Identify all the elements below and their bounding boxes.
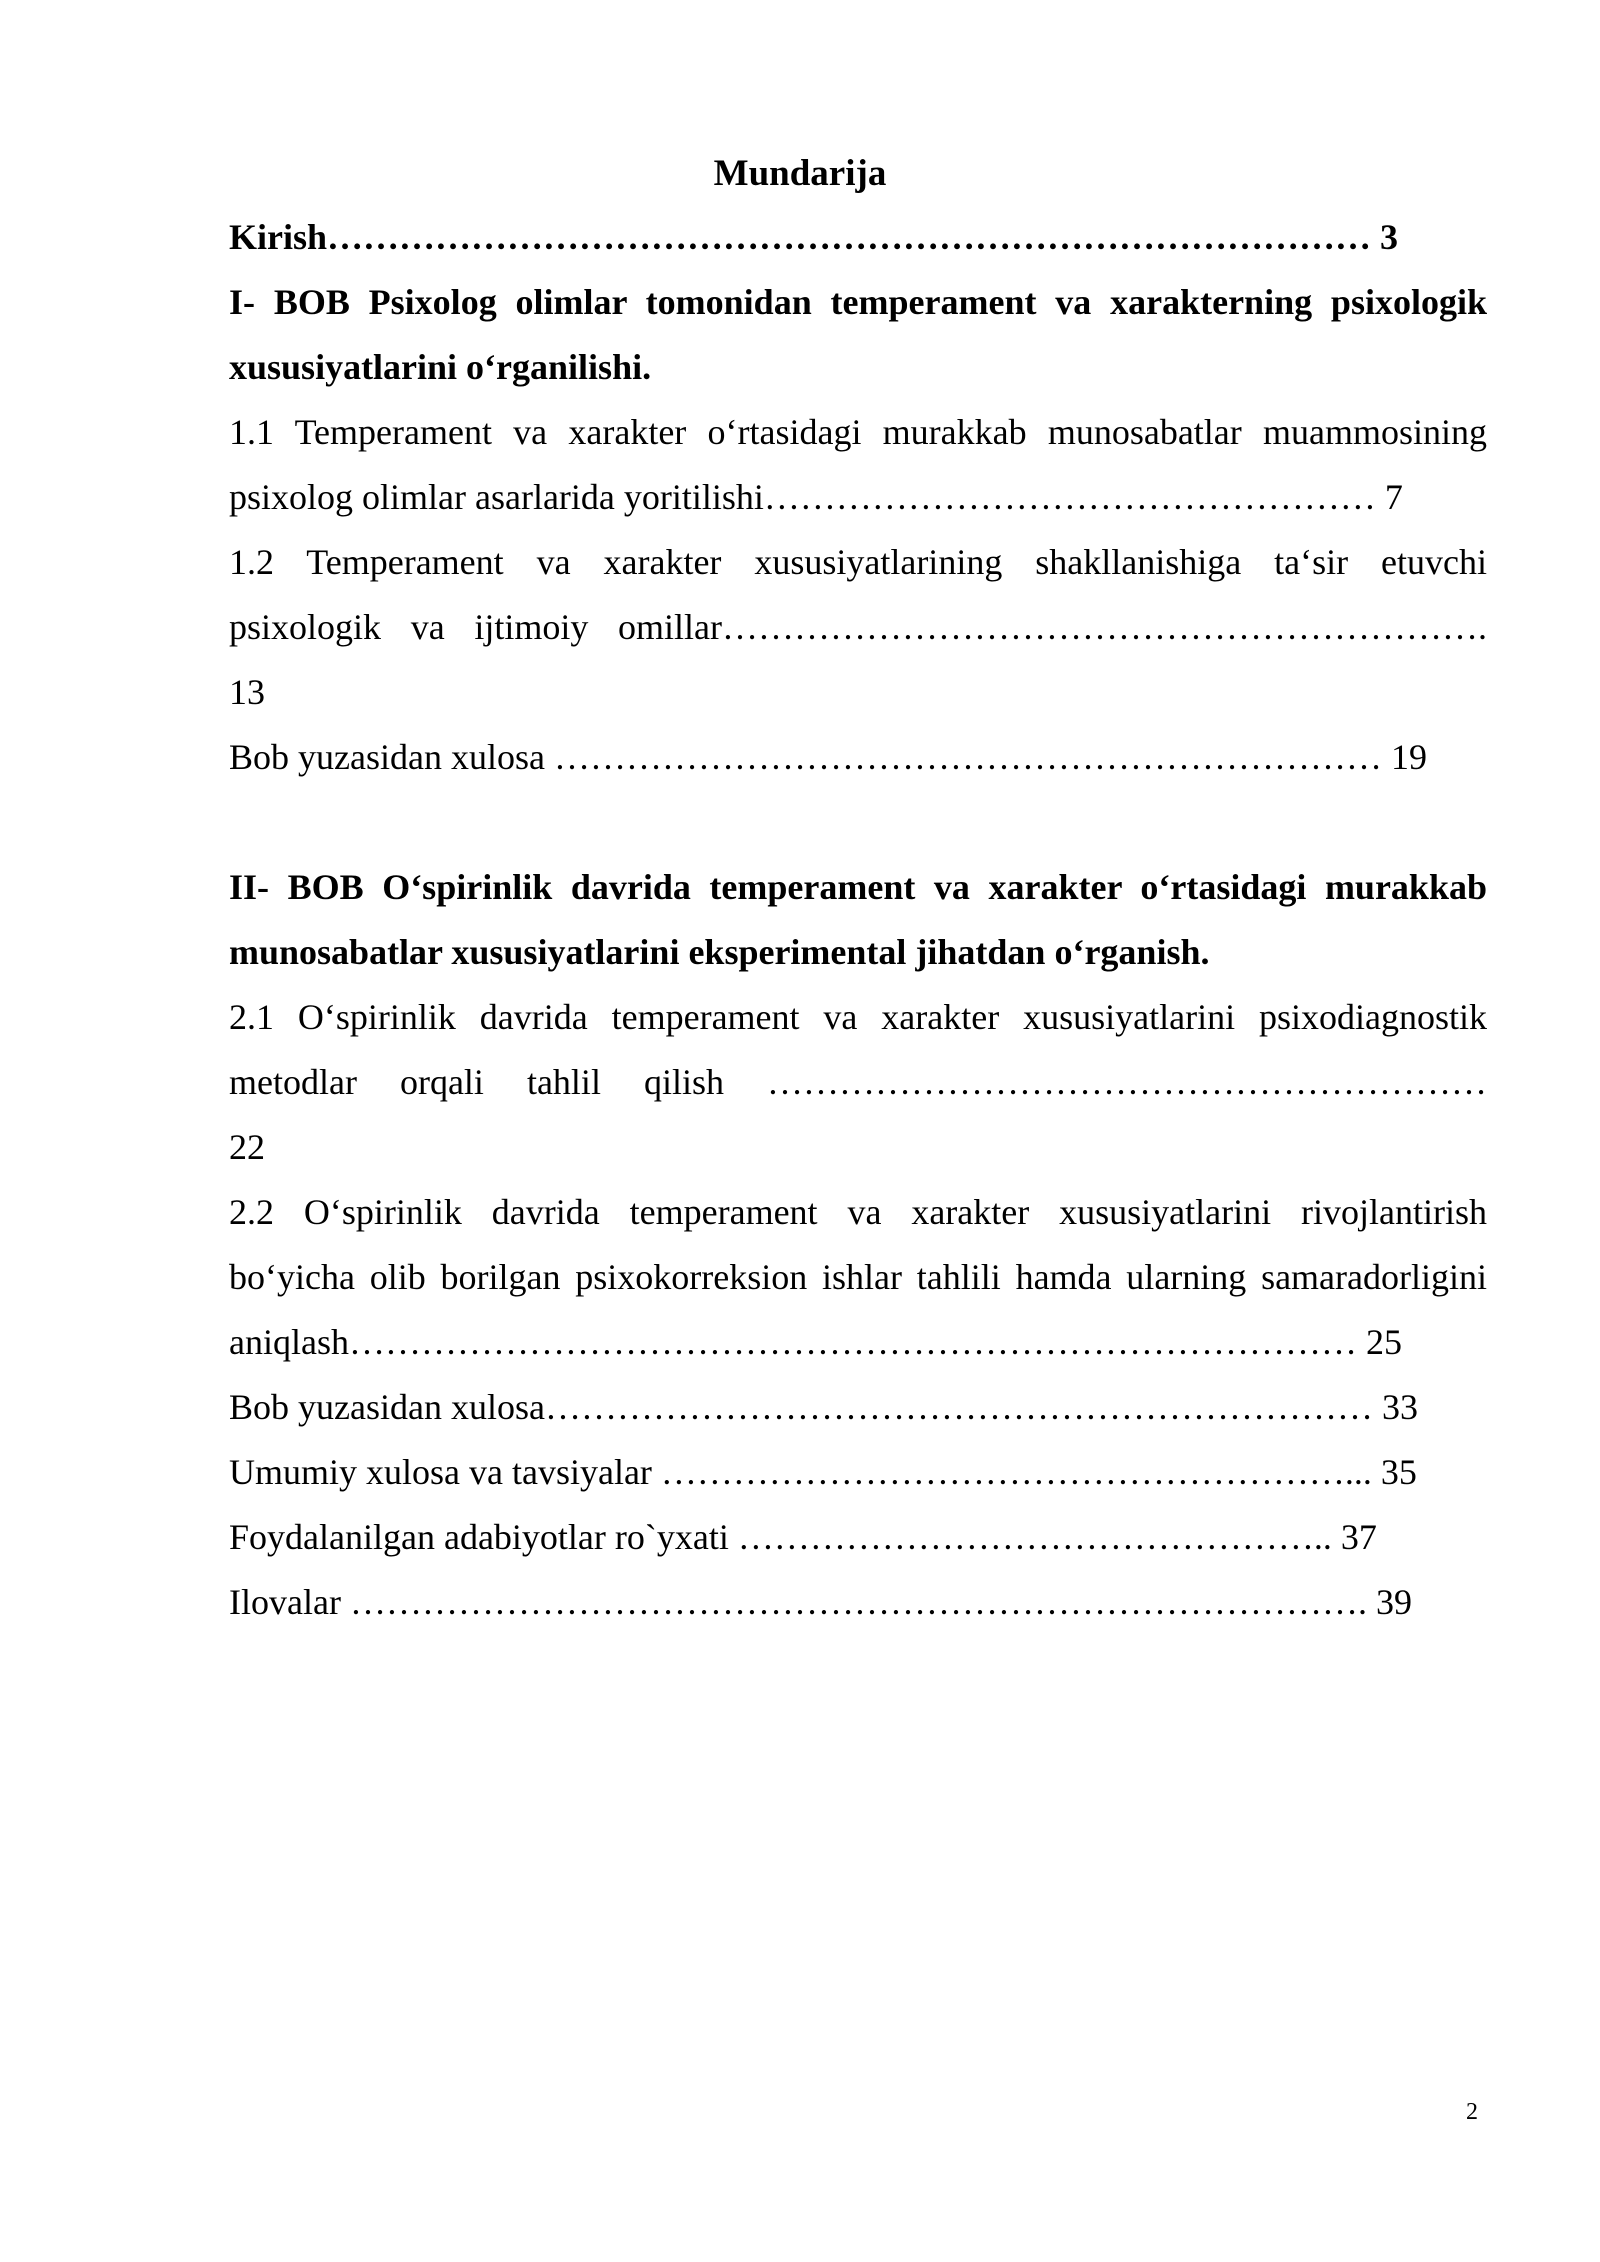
page-title: Mundarija [713,153,887,194]
toc-section-1-1-line1[interactable]: 1.1 Temperament va xarakter o‘rtasidagi murakkab munosabatlar muammosining [229,412,1487,452]
toc-section-2-2-line3[interactable]: aniqlash………………………………………………………………………… 25 [229,1322,1402,1362]
toc-section-2-2-line1[interactable]: 2.2 O‘spirinlik davrida temperament va xarakter xususiyatlarini rivojlantirish [229,1192,1487,1232]
toc-chapter2-heading-line2[interactable]: munosabatlar xususiyatlarini eksperimental jihatdan o‘rganish. [229,932,1210,972]
toc-chapter1-heading-line1[interactable]: I- BOB Psixolog olimlar tomonidan temperament va xarakterning psixologik [229,282,1487,322]
toc-bibliography[interactable]: Foydalanilgan adabiyotlar ro`yxati ………………………………………….. 37 [229,1517,1377,1557]
toc-section-2-1-page[interactable]: 22 [229,1127,265,1167]
toc-section-2-1-line1[interactable]: 2.1 O‘spirinlik davrida temperament va xarakter xususiyatlarini psixodiagnostik [229,997,1487,1037]
toc-entry-kirish[interactable]: Kirish…………………………………………………………………………… 3 [229,217,1399,257]
toc-appendix[interactable]: Ilovalar …………………………………………………………………………. 39 [229,1582,1412,1622]
page-number: 2 [1466,2099,1478,2125]
toc-chapter2-summary[interactable]: Bob yuzasidan xulosa…………………………………………………………… 33 [229,1387,1418,1427]
toc-chapter2-heading-line1[interactable]: II- BOB O‘spirinlik davrida temperament va xarakter o‘rtasidagi murakkab [229,867,1487,907]
toc-section-2-1-line2[interactable]: metodlar orqali tahlil qilish …………………………………………………… [229,1062,1487,1102]
toc-section-2-2-line2[interactable]: bo‘yicha olib borilgan psixokorreksion ishlar tahlili hamda ularning samaradorligini [229,1257,1487,1297]
toc-chapter1-heading-line2[interactable]: xususiyatlarini o‘rganilishi. [229,347,652,387]
toc-section-1-2-page[interactable]: 13 [229,672,265,712]
toc-section-1-1-line2[interactable]: psixolog olimlar asarlarida yoritilishi…………………………………………… 7 [229,477,1403,517]
toc-section-1-2-line2[interactable]: psixologik va ijtimoiy omillar………………………………………………………. [229,607,1487,647]
toc-section-1-2-line1[interactable]: 1.2 Temperament va xarakter xususiyatlarining shakllanishiga ta‘sir etuvchi [229,542,1487,582]
toc-conclusion[interactable]: Umumiy xulosa va tavsiyalar …………………………………………………... 35 [229,1452,1417,1492]
toc-chapter1-summary[interactable]: Bob yuzasidan xulosa …………………………………………………………… 19 [229,737,1427,777]
